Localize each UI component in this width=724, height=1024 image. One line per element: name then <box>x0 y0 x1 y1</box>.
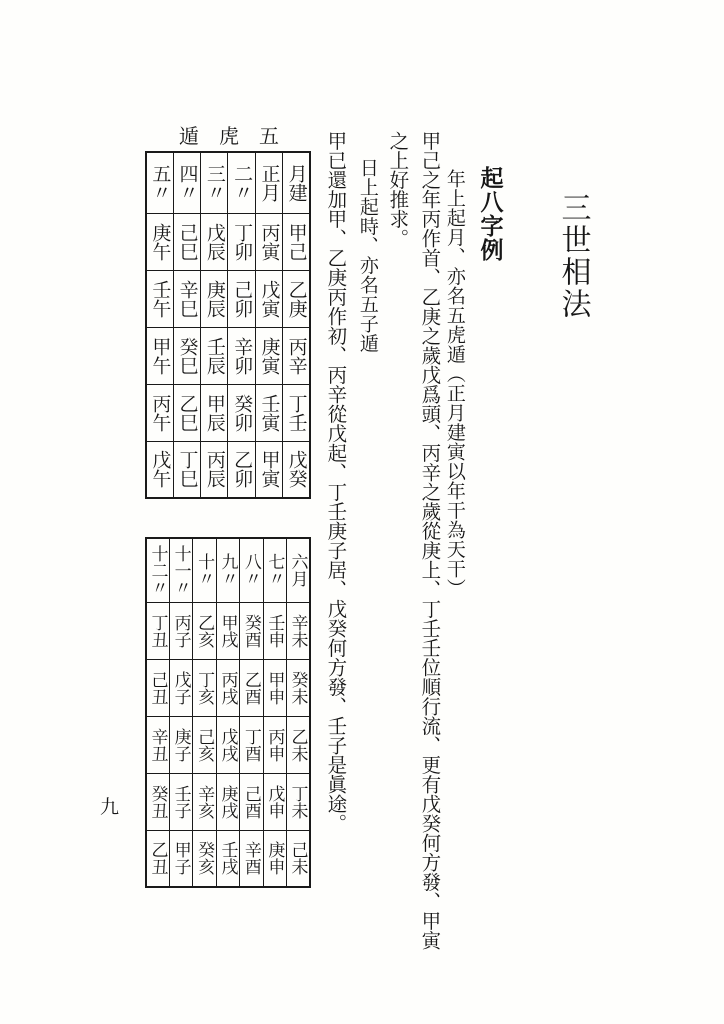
section-heading: 起八字例 <box>477 166 503 262</box>
table-cell: 丁酉 <box>240 716 263 773</box>
table-cell: 辛未 <box>287 602 310 659</box>
table-cell: 丙戌 <box>216 659 239 716</box>
table-cell: 己亥 <box>193 716 216 773</box>
table-cell: 癸卯 <box>228 384 255 441</box>
table-cell: 癸巳 <box>173 327 200 384</box>
table-cell: 丁未 <box>287 773 310 830</box>
table-cell: 壬申 <box>263 602 286 659</box>
table-cell: 庚子 <box>169 716 192 773</box>
table-cell: 乙卯 <box>228 441 255 498</box>
table-header-cell: 八〃 <box>240 538 263 602</box>
table-cell: 壬午 <box>146 270 173 327</box>
table-row <box>146 441 310 498</box>
table-cell: 乙亥 <box>193 602 216 659</box>
table-cell: 丙辛 <box>283 327 310 384</box>
table-cell: 丁卯 <box>228 213 255 270</box>
table-cell: 戊寅 <box>255 270 282 327</box>
table-cell: 丁壬 <box>283 384 310 441</box>
table-header-row <box>146 538 310 602</box>
table-header-cell: 二〃 <box>228 152 255 213</box>
table-cell: 丙午 <box>146 384 173 441</box>
table-header-row <box>146 152 310 213</box>
table-cell: 乙丑 <box>146 830 169 887</box>
table-cell: 甲辰 <box>201 384 228 441</box>
table-cell: 庚寅 <box>255 327 282 384</box>
table-cell: 戊癸 <box>283 441 310 498</box>
table-cell: 戊子 <box>169 659 192 716</box>
table-header-cell: 十〃 <box>193 538 216 602</box>
table-header-cell: 九〃 <box>216 538 239 602</box>
table-cell: 丁巳 <box>173 441 200 498</box>
table-header-cell: 六月 <box>287 538 310 602</box>
table-cell: 丙寅 <box>255 213 282 270</box>
table-cell: 癸丑 <box>146 773 169 830</box>
table-cell: 癸未 <box>287 659 310 716</box>
page-number: 九 <box>100 797 120 818</box>
table-cell: 甲戌 <box>216 602 239 659</box>
table-row <box>146 384 310 441</box>
table-caption-five-tiger-escape: 遁 虎 五 <box>179 126 279 148</box>
table-cell: 辛卯 <box>228 327 255 384</box>
table-cell: 丙申 <box>263 716 286 773</box>
table-row <box>146 773 310 830</box>
table-row <box>146 716 310 773</box>
text-column-hour-verse: 甲已還加甲、乙庚丙作初、丙辛從戊起、丁壬庚子居、戊癸何方發、壬子是眞途。 <box>324 131 346 833</box>
table-cell: 辛酉 <box>240 830 263 887</box>
table-cell: 己丑 <box>146 659 169 716</box>
table-cell: 壬辰 <box>201 327 228 384</box>
table-row <box>146 270 310 327</box>
table-cell: 壬寅 <box>255 384 282 441</box>
table-row <box>146 602 310 659</box>
table-cell: 甲寅 <box>255 441 282 498</box>
table-cell: 戊午 <box>146 441 173 498</box>
table-header-cell: 月建 <box>283 152 310 213</box>
table-cell: 戊辰 <box>201 213 228 270</box>
table-cell: 甲己 <box>283 213 310 270</box>
table-cell: 庚午 <box>146 213 173 270</box>
table-header-cell: 三〃 <box>201 152 228 213</box>
table-row <box>146 830 310 887</box>
five-tiger-table-months-1-5 <box>145 151 311 499</box>
table-cell: 甲午 <box>146 327 173 384</box>
table-row <box>146 659 310 716</box>
table-cell: 乙巳 <box>173 384 200 441</box>
table-cell: 庚辰 <box>201 270 228 327</box>
table-cell: 乙酉 <box>240 659 263 716</box>
table-header-cell: 十二〃 <box>146 538 169 602</box>
table-row <box>146 213 310 270</box>
table-cell: 己巳 <box>173 213 200 270</box>
table-cell: 己未 <box>287 830 310 887</box>
table-header-cell: 四〃 <box>173 152 200 213</box>
table-cell: 乙未 <box>287 716 310 773</box>
page-title: 三世相法 <box>556 192 590 320</box>
table-cell: 癸亥 <box>193 830 216 887</box>
table-cell: 己酉 <box>240 773 263 830</box>
text-column-year-month-rule-title: 年上起月、亦名五虎遁（正月建寅以年干為天干） <box>443 169 465 598</box>
table-cell: 乙庚 <box>283 270 310 327</box>
table-row <box>146 327 310 384</box>
table-cell: 己卯 <box>228 270 255 327</box>
table-header-cell: 十一〃 <box>169 538 192 602</box>
table-cell: 甲申 <box>263 659 286 716</box>
text-column-month-verse-1: 甲己之年丙作首、乙庚之歲戊爲頭、丙辛之歲從庚上、丁壬壬位順行流、更有戊癸何方發、甲寅 <box>418 131 440 950</box>
table-cell: 丙子 <box>169 602 192 659</box>
table-cell: 壬戌 <box>216 830 239 887</box>
table-cell: 壬子 <box>169 773 192 830</box>
table-cell: 癸酉 <box>240 602 263 659</box>
table-cell: 甲子 <box>169 830 192 887</box>
table-header-cell: 七〃 <box>263 538 286 602</box>
table-header-cell: 正月 <box>255 152 282 213</box>
table-cell: 庚申 <box>263 830 286 887</box>
five-tiger-table-months-6-12 <box>145 537 311 888</box>
table-cell: 丙辰 <box>201 441 228 498</box>
table-cell: 戊戌 <box>216 716 239 773</box>
table-cell: 辛丑 <box>146 716 169 773</box>
table-cell: 丁亥 <box>193 659 216 716</box>
table-header-cell: 五〃 <box>146 152 173 213</box>
table-cell: 庚戌 <box>216 773 239 830</box>
text-column-day-hour-rule-title: 日上起時、亦名五子遁 <box>356 158 378 353</box>
table-cell: 辛亥 <box>193 773 216 830</box>
text-column-month-verse-2: 之上好推求。 <box>386 131 408 248</box>
table-cell: 丁丑 <box>146 602 169 659</box>
table-cell: 辛巳 <box>173 270 200 327</box>
table-cell: 戊申 <box>263 773 286 830</box>
